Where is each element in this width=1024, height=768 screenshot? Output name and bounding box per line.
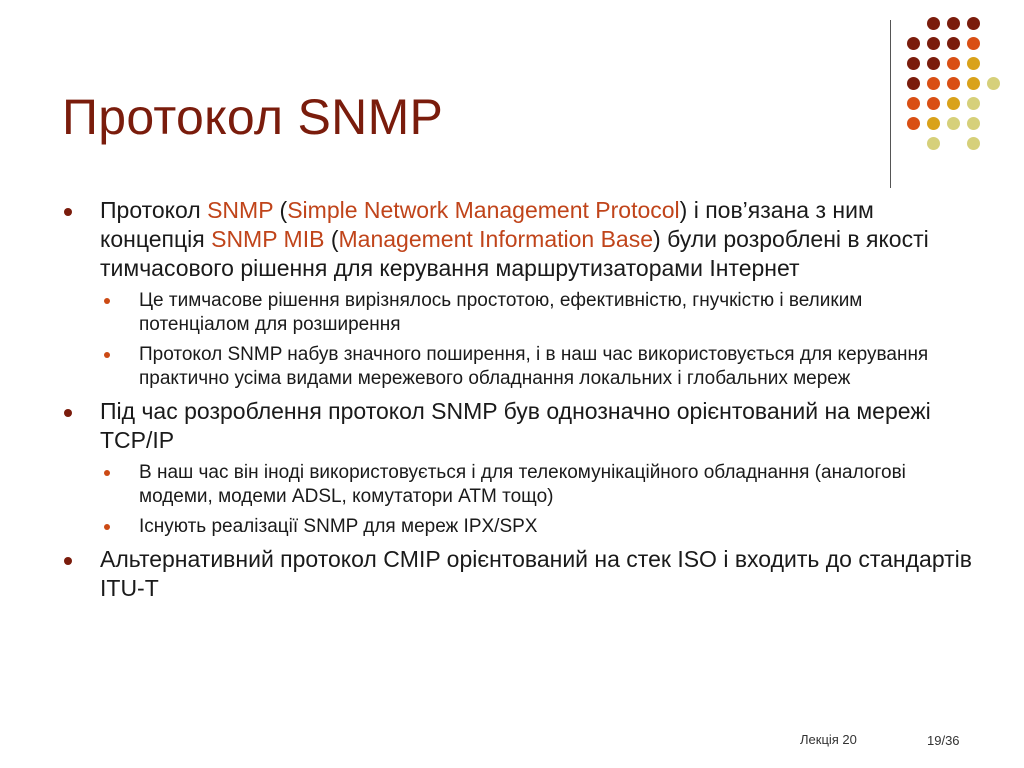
bullet-1-sub-1: Це тимчасове рішення вирізнялось простотою, ефективністю, гнучкістю і великим потенціалом для розширення [62, 289, 972, 337]
decorative-dot [927, 37, 940, 50]
bullet-1-text-c: ) і пов’язана з ним концепція [100, 197, 874, 252]
bullet-1 [62, 196, 972, 283]
bullet-1-text-d: ( [324, 226, 339, 252]
decorative-dot [967, 57, 980, 70]
bullet-1-text-e: ) були розроблені в якості тимчасового рішення для керування маршрутизаторами Інтернет [100, 226, 929, 281]
decorative-dot [907, 57, 920, 70]
decorative-dot [947, 57, 960, 70]
decorative-dot [927, 17, 940, 30]
bullet-2: Під час розроблення протокол SNMP був однозначно орієнтований на мережі TCP/IP [62, 397, 972, 455]
bullet-1-snmp-full: Simple Network Management Protocol [287, 197, 680, 223]
title-divider-line [890, 20, 891, 188]
decorative-dot [947, 97, 960, 110]
bullet-2-sub-2: Існують реалізації SNMP для мереж IPX/SPX [62, 515, 972, 539]
decorative-dot [947, 17, 960, 30]
decorative-dot [927, 97, 940, 110]
decorative-dot [907, 97, 920, 110]
decorative-dot [967, 17, 980, 30]
bullet-3: Альтернативний протокол CMIP орієнтований на стек ISO і входить до стандартів ITU-T [62, 545, 972, 603]
decorative-dot [927, 57, 940, 70]
slide-title: Протокол SNMP [62, 89, 444, 145]
decorative-dot [907, 77, 920, 90]
decorative-dot [947, 77, 960, 90]
decorative-dot [987, 77, 1000, 90]
bullet-1-sub-2: Протокол SNMP набув значного поширення, і в наш час використовується для керування практично усіма видами мережевого обладнання локальних і глобальних мереж [62, 343, 972, 391]
bullet-2-sub-1: В наш час він іноді використовується і для телекомунікаційного обладнання (аналогові модеми, модеми ADSL, комутатори ATM тощо) [62, 461, 972, 509]
footer-lecture: Лекція 20 [800, 732, 857, 747]
bullet-1-text-a: Протокол [100, 197, 208, 223]
bullet-1-mib-full: Management Information Base [338, 226, 654, 252]
decorative-dot [967, 77, 980, 90]
decorative-dot [967, 117, 980, 130]
decorative-dot [907, 117, 920, 130]
decorative-dot [927, 77, 940, 90]
decorative-dot [927, 137, 940, 150]
decorative-dot [967, 37, 980, 50]
decorative-dot [967, 97, 980, 110]
decorative-dot [947, 117, 960, 130]
bullet-1-mib: SNMP MIB [211, 226, 325, 252]
bullet-1-snmp: SNMP [207, 197, 274, 223]
decorative-dot [907, 37, 920, 50]
decorative-dot [927, 117, 940, 130]
footer-page-number: 19/36 [927, 733, 960, 748]
bullet-1-text-b: ( [273, 197, 288, 223]
slide-content [62, 196, 972, 609]
decorative-dot [947, 37, 960, 50]
decorative-dot [967, 137, 980, 150]
